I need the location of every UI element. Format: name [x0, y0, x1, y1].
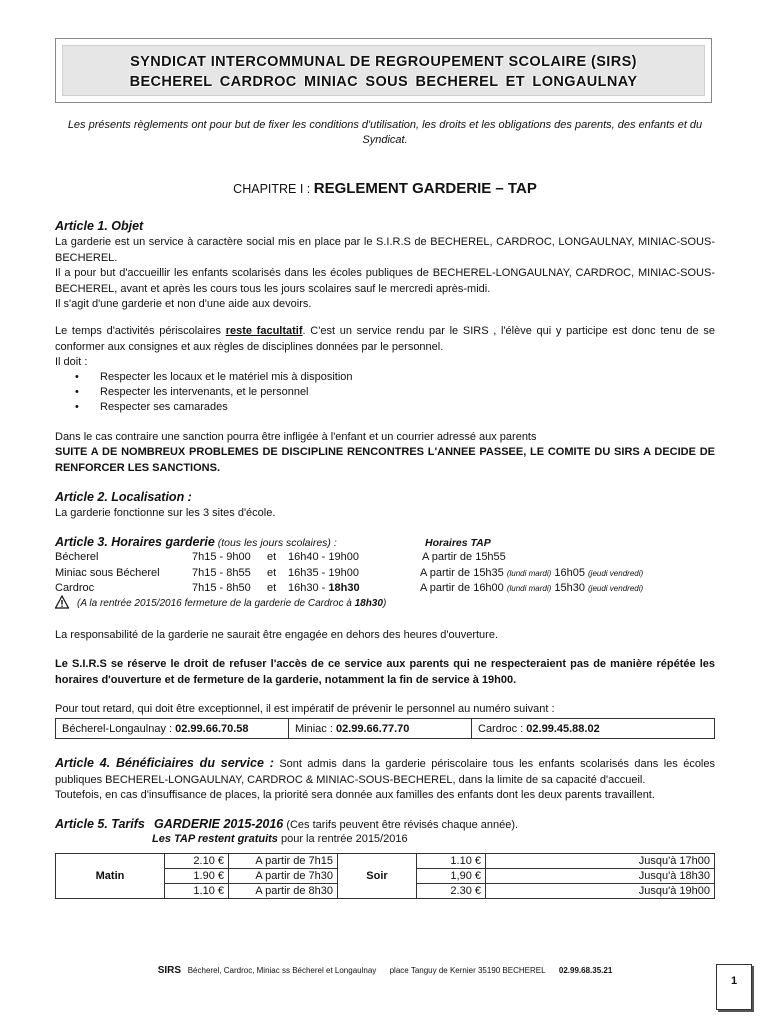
article3-title-line	[55, 535, 715, 552]
site-note2: (jeudi vendredi)	[588, 569, 644, 578]
bullet-text: Respecter les intervenants, et le personnel	[100, 386, 309, 398]
header-box	[55, 38, 712, 103]
site-et: et	[267, 567, 277, 579]
label-cell: Jusqu'à 17h00	[486, 854, 715, 869]
site-tap-line	[420, 567, 643, 579]
footer-text: Bécherel, Cardroc, Miniac ss Bécherel et Longaulnay	[187, 966, 377, 975]
soir-cell: Soir	[338, 854, 417, 899]
site-evening-line	[288, 582, 360, 594]
article3-title: Article 3. Horaires garderie	[55, 535, 215, 549]
site-evening-bold: 18h30	[328, 582, 360, 594]
footer-address: place Tanguy de Kernier 35190 BECHEREL	[389, 966, 546, 975]
tap-header: Horaires TAP	[425, 537, 491, 549]
article1-p4	[55, 324, 715, 355]
header-title: SYNDICAT INTERCOMMUNAL DE REGROUPEMENT SCOLAIRE (SIRS)	[130, 54, 637, 70]
bullet-item: • Respecter les locaux et le matériel mis à disposition	[75, 371, 353, 383]
article4-text: Sont admis dans la garderie périscolaire tous les enfants scolarisés dans les écoles publiques BECHEREL-LONGAULNAY, CARDROC & MINIAC-SOUS-BECHEREL, dans la limite de sa capacité d'accueil.	[55, 758, 715, 786]
site-name: Miniac sous Bécherel	[55, 567, 160, 579]
warning-time: 18h30	[354, 598, 383, 609]
label-cell: A partir de 7h15	[229, 854, 338, 869]
label-cell: Jusqu'à 19h00	[486, 884, 715, 899]
contact-phone: 02.99.66.70.58	[175, 722, 249, 735]
article1-p4b: reste facultatif	[225, 325, 303, 337]
page-number: 1	[731, 975, 738, 987]
site-note2: (jeudi vendredi)	[588, 584, 644, 593]
contact-phone: 02.99.66.77.70	[335, 722, 410, 735]
matin-cell: Matin	[56, 854, 165, 899]
article1-title: Article 1. Objet	[55, 219, 144, 233]
bullet-text: Respecter les locaux et le matériel mis à disposition	[100, 371, 353, 383]
footer	[0, 965, 770, 976]
site-tap: A partir de 16h00	[420, 582, 507, 594]
article4-title: Article 4. Bénéficiaires du service :	[55, 756, 274, 770]
article4-text2: Toutefois, en cas d'insuffisance de places, la priorité sera donnée aux familles des enfants dont les deux parents travaillent.	[55, 789, 655, 801]
warning-text	[77, 598, 386, 609]
bullet-item: • Respecter les intervenants, et le personnel	[75, 386, 309, 398]
site-tap-line	[420, 582, 643, 594]
contact-cell	[56, 719, 289, 739]
article5-title: Article 5. Tarifs	[55, 817, 145, 831]
label-cell: A partir de 8h30	[229, 884, 338, 899]
intro-text: Les présents règlements ont pour but de fixer les conditions d'utilisation, les droits et les obligations des parents, des enfants et du Syndicat.	[67, 119, 703, 146]
tarifs-table	[55, 853, 715, 899]
article5-title2: GARDERIE 2015-2016	[154, 817, 284, 831]
contact-cell	[472, 719, 715, 739]
price-cell: 1.10 €	[165, 884, 229, 899]
bullet-text: Respecter ses camarades	[100, 401, 228, 413]
site-name: Bécherel	[55, 551, 99, 563]
site-evening: 16h35 - 19h00	[288, 567, 359, 579]
article3-subtitle: (tous les jours scolaires) :	[214, 537, 337, 549]
site-tap: A partir de 15h55	[422, 551, 506, 563]
article1-p3: Il s'agit d'une garderie et non d'une aide aux devoirs.	[55, 298, 312, 310]
bullet-item: • Respecter ses camarades	[75, 401, 228, 413]
site-et: et	[267, 551, 277, 563]
tap-free-bold: Les TAP restent gratuits	[152, 833, 278, 845]
site-evening: 16h30 -	[288, 582, 329, 594]
chapter-prefix: CHAPITRE I :	[233, 182, 314, 196]
article1-p7: SUITE A DE NOMBREUX PROBLEMES DE DISCIPLINE RENCONTRES L'ANNEE PASSEE, LE COMITE DU SIRS A DECIDE DE RENFORCER LES SANCTIONS.	[55, 446, 715, 474]
site-morning: 7h15 - 9h00	[192, 551, 251, 563]
footer-phone: 02.99.68.35.21	[558, 966, 613, 975]
article1-p5: Il doit :	[55, 356, 88, 368]
article2-text: La garderie fonctionne sur les 3 sites d'école.	[55, 507, 276, 519]
header-inner	[62, 45, 705, 96]
price-cell: 2.30 €	[417, 884, 486, 899]
contact-table	[55, 718, 715, 739]
delay-text: Pour tout retard, qui doit être exceptionnel, il est impératif de prévenir le personnel au numéro suivant :	[55, 703, 555, 715]
price-cell: 1.90 €	[165, 869, 229, 884]
label-cell: Jusqu'à 18h30	[486, 869, 715, 884]
table-row	[56, 854, 715, 869]
site-evening: 16h40 - 19h00	[288, 551, 359, 563]
price-cell: 2.10 €	[165, 854, 229, 869]
article1-p2: Il a pour but d'accueillir les enfants scolarisés dans les écoles publiques de BECHEREL-LONGAULNAY, CARDROC, MINIAC-SOUS-BECHEREL, avant et après les cours tous les jours scolaires sauf le mercredi après-midi.	[55, 267, 715, 295]
site-morning: 7h15 - 8h55	[192, 567, 251, 579]
site-note1: (lundi mardi)	[506, 584, 552, 593]
chapter-name: REGLEMENT GARDERIE – TAP	[313, 180, 537, 197]
contact-label: Cardroc :	[478, 722, 527, 735]
contact-cell	[289, 719, 472, 739]
site-morning: 7h15 - 8h50	[192, 582, 251, 594]
label-cell: A partir de 7h30	[229, 869, 338, 884]
site-tap2: 15h30	[551, 582, 589, 594]
header-communes: BECHEREL CARDROC MINIAC SOUS BECHEREL ET LONGAULNAY	[129, 74, 638, 90]
article1-p4c: . C'est un service rendu par le SIRS , l'élève qui y participe est donc tenu de se conformer aux consignes et aux règles de disciplines données par le personnel.	[55, 325, 715, 353]
article5-note: (Ces tarifs peuvent être révisés chaque année).	[283, 819, 519, 831]
footer-sirs: SIRS	[157, 965, 182, 976]
warning-main: (A la rentrée 2015/2016 fermeture de la garderie de Cardroc à	[77, 598, 355, 609]
site-tap: A partir de 15h35	[420, 567, 507, 579]
site-et: et	[267, 582, 277, 594]
warning-icon	[55, 595, 69, 609]
article1-p4a: Le temps d'activités périscolaires	[55, 325, 226, 337]
responsibility-text: La responsabilité de la garderie ne saurait être engagée en dehors des heures d'ouverture.	[55, 629, 499, 641]
chapter-title	[0, 180, 770, 197]
tap-free-line	[152, 833, 408, 845]
site-tap2: 16h05	[551, 567, 589, 579]
article2-title: Article 2. Localisation :	[55, 490, 192, 504]
site-name: Cardroc	[55, 582, 95, 594]
tap-free-rest: pour la rentrée 2015/2016	[277, 833, 408, 845]
article1-p1: La garderie est un service à caractère social mis en place par le S.I.R.S de BECHEREL, CARDROC, LONGAULNAY, MINIAC-SOUS-BECHEREL.	[55, 236, 715, 264]
price-cell: 1,90 €	[417, 869, 486, 884]
refusal-text: Le S.I.R.S se réserve le droit de refuser l'accès de ce service aux parents qui ne respecteraient pas de manière répétée les horaires d'ouverture et de fermeture de la garderie, notamment la fin de service à 19h00.	[55, 658, 715, 686]
contact-label: Miniac :	[295, 722, 336, 735]
page-number-box	[716, 964, 752, 1010]
article1-p6: Dans le cas contraire une sanction pourra être infligée à l'enfant et un courrier adressé aux parents	[55, 431, 537, 443]
article4-line	[55, 756, 715, 788]
site-note1: (lundi mardi)	[506, 569, 552, 578]
warning-end: )	[382, 598, 387, 609]
contact-label: Bécherel-Longaulnay :	[62, 722, 176, 735]
contact-phone: 02.99.45.88.02	[526, 722, 600, 735]
price-cell: 1.10 €	[417, 854, 486, 869]
contact-row	[56, 719, 715, 739]
article5-line	[55, 817, 715, 834]
